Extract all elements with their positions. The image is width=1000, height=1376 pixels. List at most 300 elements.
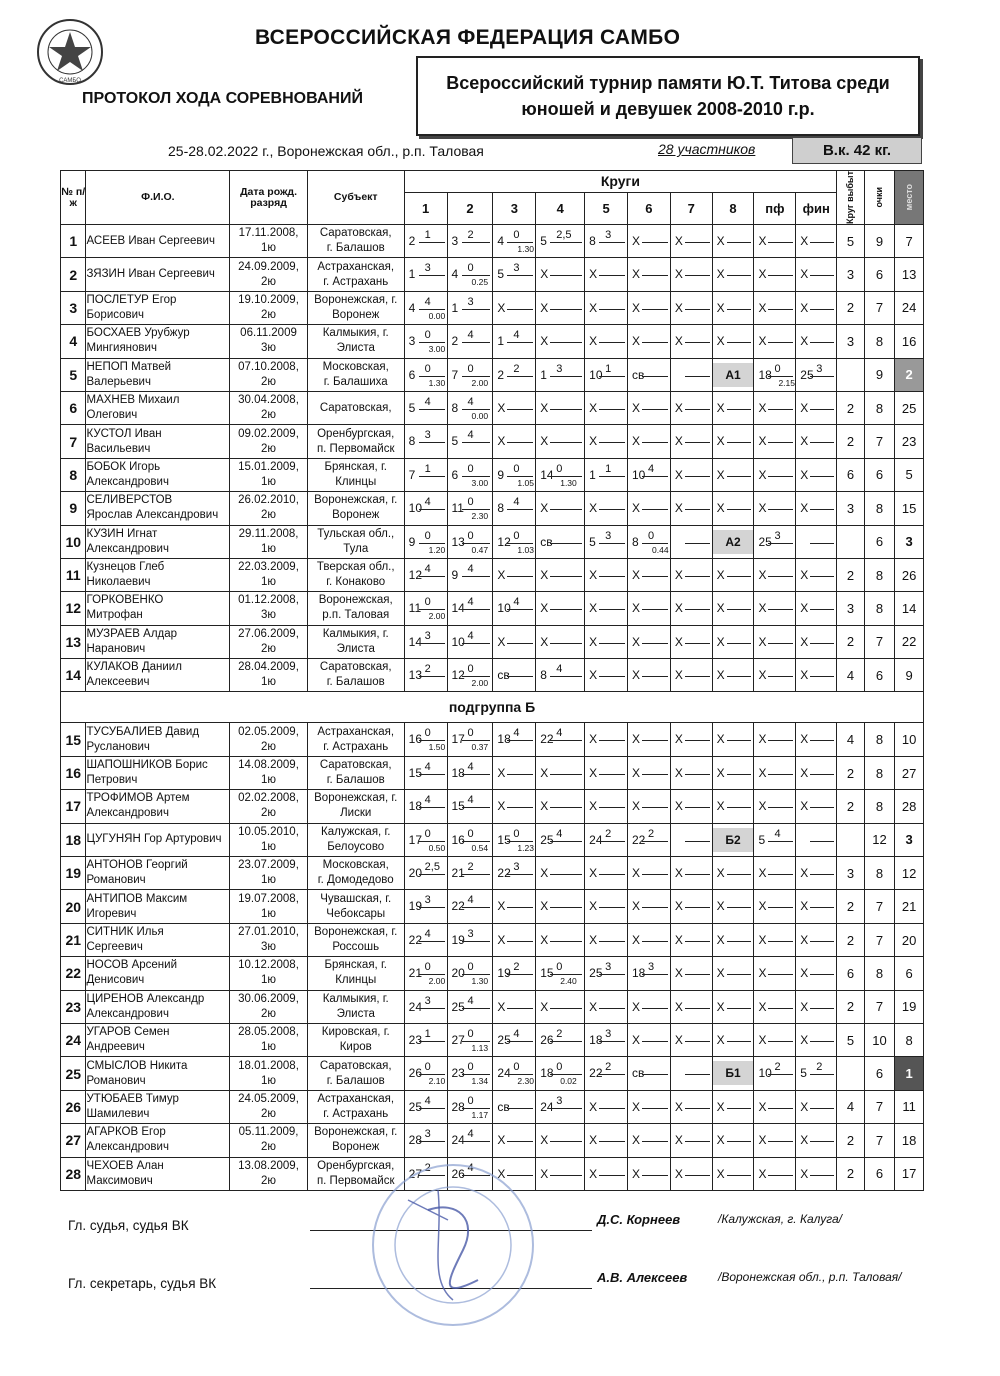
athlete-rank: 2ю	[261, 308, 277, 321]
opponent-number: X	[674, 601, 683, 616]
round-result-7	[670, 225, 712, 258]
round-result-8	[712, 1057, 754, 1090]
round-result-7	[670, 723, 712, 756]
result-line	[685, 509, 710, 510]
opponent-number: X	[632, 400, 641, 415]
athlete-name-line1: АНТОНОВ Георгий	[86, 859, 188, 872]
athlete-subject-line1: Саратовская,	[319, 401, 392, 414]
round-header-10: фин	[796, 192, 837, 224]
round-eliminated: 2	[837, 923, 865, 956]
round-result-9	[754, 723, 796, 756]
opponent-number: X	[632, 1099, 641, 1114]
opponent-number: X	[540, 601, 549, 616]
round-result-3	[493, 592, 536, 625]
points: 2	[648, 827, 655, 840]
athlete-name-line1: КУЛАКОВ Даниил	[86, 661, 182, 674]
round-result-8	[712, 525, 754, 558]
result-line	[685, 543, 710, 544]
opponent-number: 8	[451, 400, 459, 415]
athlete-subject-line1: Воронежская, г.	[314, 293, 398, 306]
round-result-1	[404, 990, 447, 1023]
total-points: 9	[864, 225, 895, 258]
opponent-number: 18	[408, 799, 423, 814]
athlete-birthdate: 17.11.2008,	[238, 227, 299, 240]
result-line	[419, 543, 445, 544]
opponent-number: X	[800, 501, 809, 516]
round-result-4	[536, 325, 585, 358]
points: 0	[424, 827, 431, 840]
result-line	[599, 907, 625, 908]
opponent-number: X	[716, 334, 725, 349]
athlete-subject	[307, 558, 404, 591]
final-place: 13	[895, 258, 924, 291]
final-place: 12	[895, 857, 924, 890]
opponent-number: X	[632, 234, 641, 248]
athlete-number: 11	[61, 558, 86, 591]
win-time: 1.30	[471, 976, 489, 987]
result-line	[507, 807, 533, 808]
opponent-number: X	[758, 634, 767, 649]
total-points: 6	[864, 1157, 895, 1190]
round-result-7	[670, 391, 712, 424]
athlete-name-line2: Борисович	[86, 308, 145, 321]
round-eliminated: 6	[837, 957, 865, 990]
opponent-number: X	[716, 300, 725, 315]
round-result-2	[447, 258, 493, 291]
athlete-name-line2: Максимович	[86, 1174, 153, 1187]
result-line	[768, 1108, 793, 1109]
opponent-number: X	[632, 1166, 641, 1181]
athlete-name-line2: Игоревич	[86, 907, 137, 920]
points: 4	[467, 994, 474, 1007]
athlete-rank: 2ю	[261, 375, 277, 388]
opponent-number: 8	[589, 234, 596, 248]
athlete-dob	[230, 358, 308, 391]
opponent-number: X	[674, 467, 683, 482]
result-line	[599, 740, 625, 741]
athlete-subject-line2: г. Домодедово	[317, 874, 394, 887]
result-line	[462, 643, 491, 644]
opponent-number: X	[674, 300, 683, 315]
athlete-name-line2: Александрович	[86, 542, 169, 555]
opponent-number: 10	[408, 501, 423, 516]
athlete-row	[61, 790, 924, 823]
win-time: 2.00	[471, 678, 489, 689]
total-points: 8	[864, 592, 895, 625]
result-line	[550, 907, 582, 908]
result-line	[419, 476, 445, 477]
round-result-5	[585, 659, 628, 692]
result-line	[768, 807, 793, 808]
athlete-subject-line2: Клинцы	[335, 475, 377, 488]
opponent-number: X	[632, 267, 641, 282]
final-place: 28	[895, 790, 924, 823]
round-result-8	[712, 1124, 754, 1157]
athlete-dob	[230, 923, 308, 956]
win-time: 2.30	[471, 511, 489, 522]
points: 0	[513, 229, 520, 241]
total-points: 7	[864, 990, 895, 1023]
federation-logo	[36, 18, 104, 86]
athlete-name-line2: Романович	[86, 1074, 146, 1087]
round-result-3	[493, 1057, 536, 1090]
win-time: 3.00	[471, 477, 489, 488]
points: 0	[467, 827, 474, 840]
athlete-subject-line1: Саратовская,	[319, 661, 392, 674]
opponent-number: X	[632, 1032, 641, 1047]
points: 3	[467, 927, 474, 940]
round-result-4	[536, 425, 585, 458]
result-line	[507, 1041, 533, 1042]
round-eliminated: 2	[837, 890, 865, 923]
round-result-8	[712, 957, 754, 990]
points: 2	[467, 229, 474, 241]
athlete-name-line1: ЧЕХОЕВ Алан	[86, 1159, 164, 1172]
win-time: 1.30	[517, 244, 534, 254]
judge-name: Д.С. Корнеев	[597, 1212, 681, 1227]
result-line	[507, 740, 533, 741]
opponent-number: X	[632, 899, 641, 914]
opponent-number: X	[800, 567, 809, 582]
opponent-number: X	[716, 467, 725, 482]
col-dob: Дата рожд. разряд	[230, 171, 308, 225]
athlete-row	[61, 358, 924, 391]
result-line	[599, 275, 625, 276]
round-result-2	[447, 525, 493, 558]
athlete-rank: 3ю	[261, 609, 277, 622]
round-result-5	[585, 358, 628, 391]
athlete-name	[86, 890, 230, 923]
athlete-row	[61, 492, 924, 525]
result-line	[642, 1008, 668, 1009]
athlete-number: 3	[61, 291, 86, 324]
total-points: 6	[864, 1057, 895, 1090]
athlete-name	[86, 1124, 230, 1157]
points: 0	[467, 496, 474, 509]
athlete-subject-line2: г. Балашов	[326, 676, 385, 689]
athlete-number: 21	[61, 923, 86, 956]
athlete-number: 14	[61, 659, 86, 692]
result-line	[599, 1175, 625, 1176]
result-line	[642, 509, 668, 510]
opponent-number: 15	[451, 799, 465, 814]
opponent-number: X	[758, 300, 767, 315]
total-points: 10	[864, 1023, 895, 1056]
round-result-9	[754, 857, 796, 890]
opponent-number: 6	[451, 467, 459, 482]
points: 0	[513, 462, 520, 475]
athlete-name	[86, 857, 230, 890]
opponent-number: 18	[497, 732, 511, 747]
result-line	[727, 676, 752, 677]
result-line	[768, 543, 793, 544]
result-line	[642, 543, 668, 544]
athlete-name-line1: НОСОВ Арсений	[86, 959, 178, 972]
total-points: 8	[864, 325, 895, 358]
athlete-name	[86, 458, 230, 491]
round-result-5	[585, 458, 628, 491]
opponent-number: X	[540, 300, 549, 315]
points: 4	[424, 395, 431, 408]
result-line	[550, 342, 582, 343]
athlete-subject	[307, 756, 404, 789]
round-result-5	[585, 723, 628, 756]
athlete-rank: 2ю	[261, 409, 277, 422]
opponent-number: 14	[540, 467, 554, 482]
round-result-4	[536, 857, 585, 890]
result-line	[462, 774, 491, 775]
athlete-rank: 1ю	[261, 974, 277, 987]
result-line	[462, 1041, 491, 1042]
athlete-subject-line1: Астраханская,	[317, 260, 395, 273]
points: 0	[424, 961, 431, 974]
result-line	[810, 676, 834, 677]
round-result-10	[796, 756, 837, 789]
round-result-5	[585, 391, 628, 424]
athlete-name-line2: Ярослав Александрович	[86, 509, 219, 522]
points: 0	[467, 1061, 474, 1074]
athlete-rank: 1ю	[261, 1074, 277, 1087]
points: 0	[467, 961, 474, 974]
final-place: 8	[895, 1023, 924, 1056]
athlete-subject-line2: Тула	[343, 542, 369, 555]
athlete-row	[61, 923, 924, 956]
final-place: 11	[895, 1090, 924, 1123]
win-time: 0.47	[471, 544, 489, 555]
round-result-5	[585, 823, 628, 856]
round-result-7	[670, 857, 712, 890]
round-result-8	[712, 291, 754, 324]
round-result-2	[447, 823, 493, 856]
opponent-number: 8	[632, 534, 639, 549]
opponent-number: X	[758, 765, 767, 780]
opponent-number: 1	[451, 300, 459, 315]
round-result-7	[670, 291, 712, 324]
opponent-number: X	[800, 601, 809, 616]
result-line	[507, 476, 533, 477]
round-result-5	[585, 957, 628, 990]
round-result-2	[447, 1124, 493, 1157]
round-result-5	[585, 492, 628, 525]
athlete-birthdate: 28.04.2009,	[238, 661, 299, 674]
athlete-subject	[307, 325, 404, 358]
opponent-number: X	[497, 567, 506, 582]
opponent-number: X	[716, 501, 725, 516]
opponent-number: X	[540, 866, 549, 881]
secretary-place: /Воронежская обл., р.п. Таловая/	[718, 1270, 902, 1284]
result-line	[768, 874, 793, 875]
round-result-6	[628, 756, 671, 789]
result-line	[507, 1108, 533, 1109]
athlete-subject-line1: Московская,	[322, 360, 389, 373]
athlete-name	[86, 790, 230, 823]
opponent-number: X	[800, 334, 809, 349]
athlete-rank: 1ю	[261, 242, 277, 255]
round-result-5	[585, 525, 628, 558]
round-result-9	[754, 391, 796, 424]
opponent-number: 10	[589, 367, 603, 382]
round-result-8	[712, 723, 754, 756]
athlete-name-line1: СИТНИК Илья	[86, 926, 164, 938]
round-result-2	[447, 756, 493, 789]
points: 0	[424, 727, 431, 740]
result-line	[419, 643, 445, 644]
round-result-2	[447, 391, 493, 424]
result-line	[685, 442, 710, 443]
win-time: 0.00	[471, 410, 489, 421]
opponent-number: X	[716, 966, 725, 981]
points: 4	[467, 562, 474, 575]
athlete-birthdate: 22.03.2009,	[238, 561, 299, 574]
opponent-number: 25	[758, 534, 772, 549]
athlete-row	[61, 225, 924, 258]
result-line	[810, 1041, 834, 1042]
opponent-number: 14	[451, 601, 465, 616]
round-result-6	[628, 1023, 671, 1056]
result-line	[727, 342, 752, 343]
opponent-number: X	[632, 765, 641, 780]
opponent-number: X	[589, 434, 598, 449]
opponent-number: 17	[408, 832, 423, 847]
total-points: 7	[864, 291, 895, 324]
points: 4	[556, 727, 563, 740]
opponent-number: 4	[408, 300, 416, 315]
result-line	[685, 740, 710, 741]
athlete-rank: 1ю	[261, 676, 277, 689]
round-result-2	[447, 492, 493, 525]
athlete-subject-line1: Оренбургская,	[317, 1159, 395, 1172]
athlete-subject-line1: Оренбургская,	[317, 427, 395, 440]
round-result-6	[628, 1124, 671, 1157]
result-line	[642, 841, 668, 842]
round-result-9	[754, 790, 796, 823]
athlete-subject	[307, 990, 404, 1023]
result-line	[462, 476, 491, 477]
athlete-birthdate: 19.07.2008,	[238, 892, 299, 905]
opponent-number: X	[800, 434, 809, 449]
opponent-number: X	[800, 765, 809, 780]
result-line	[599, 242, 625, 243]
result-line	[462, 509, 491, 510]
result-line	[550, 676, 582, 677]
opponent-number: 10	[497, 601, 511, 616]
result-line	[599, 1108, 625, 1109]
athlete-subject	[307, 790, 404, 823]
round-result-1	[404, 1090, 447, 1123]
round-result-4	[536, 1157, 585, 1190]
opponent-number: X	[589, 799, 598, 814]
points: 0	[424, 329, 431, 342]
opponent-number: X	[674, 434, 683, 449]
result-line	[685, 342, 710, 343]
opponent-number: X	[716, 899, 725, 914]
athlete-name-line2: Александрович	[86, 807, 169, 820]
round-result-1	[404, 492, 447, 525]
round-result-10	[796, 990, 837, 1023]
round-result-5	[585, 1157, 628, 1190]
round-result-5	[585, 1124, 628, 1157]
athlete-rank: 2ю	[261, 642, 277, 655]
round-result-10	[796, 592, 837, 625]
points: 4	[467, 429, 474, 442]
round-result-7	[670, 492, 712, 525]
result-line	[810, 643, 834, 644]
result-line	[642, 1108, 668, 1109]
result-line	[685, 409, 710, 410]
athlete-name-line1: ПОСЛЕТУР Егор	[86, 293, 177, 306]
opponent-number: X	[540, 999, 549, 1014]
athlete-subject	[307, 391, 404, 424]
points: 4	[556, 827, 563, 840]
round-result-5	[585, 592, 628, 625]
result-line	[550, 376, 582, 377]
round-result-10	[796, 258, 837, 291]
result-line	[462, 242, 491, 243]
round-result-6	[628, 325, 671, 358]
col-subject: Субъект	[307, 171, 404, 225]
result-line	[419, 1008, 445, 1009]
athlete-name-line2: Васильевич	[86, 442, 151, 455]
round-result-1	[404, 458, 447, 491]
points: 1	[424, 462, 431, 475]
round-result-6	[628, 391, 671, 424]
result-line	[599, 376, 625, 377]
points: 4	[774, 827, 781, 840]
result-line	[599, 442, 625, 443]
athlete-rank: 1ю	[261, 874, 277, 887]
round-result-4	[536, 625, 585, 658]
round-header-3: 3	[493, 192, 536, 224]
opponent-number: X	[674, 400, 683, 415]
athlete-number: 19	[61, 857, 86, 890]
athlete-subject-line1: Воронежская,	[318, 594, 393, 607]
final-place: 7	[895, 225, 924, 258]
opponent-number: X	[758, 601, 767, 616]
round-result-7	[670, 1157, 712, 1190]
round-result-4	[536, 391, 585, 424]
round-eliminated: 2	[837, 790, 865, 823]
round-result-10	[796, 625, 837, 658]
round-result-7	[670, 625, 712, 658]
round-result-4	[536, 525, 585, 558]
opponent-number: X	[716, 732, 725, 747]
athlete-subject-line1: Саратовская,	[319, 759, 392, 772]
subgroup-title: подгруппа Б	[61, 692, 924, 723]
result-line	[810, 841, 834, 842]
athlete-name-line1: УГАРОВ Семен	[86, 1026, 170, 1039]
round-result-4	[536, 823, 585, 856]
opponent-number: 12	[497, 534, 511, 549]
athlete-dob	[230, 723, 308, 756]
round-header-5: 5	[585, 192, 628, 224]
athlete-number: 9	[61, 492, 86, 525]
athlete-subject-line2: г. Балашов	[326, 242, 385, 255]
athlete-subject	[307, 425, 404, 458]
result-line	[419, 907, 445, 908]
total-points: 8	[864, 492, 895, 525]
opponent-number: 18	[632, 966, 646, 981]
col-mesto: место	[895, 171, 924, 225]
final-place: 27	[895, 756, 924, 789]
result-line	[685, 643, 710, 644]
result-line	[462, 1108, 491, 1109]
win-time: 0.44	[652, 544, 669, 555]
round-header-4: 4	[536, 192, 585, 224]
round-result-2	[447, 957, 493, 990]
points: 2,5	[556, 229, 572, 241]
result-line	[550, 309, 582, 310]
opponent-number: 11	[451, 501, 464, 516]
